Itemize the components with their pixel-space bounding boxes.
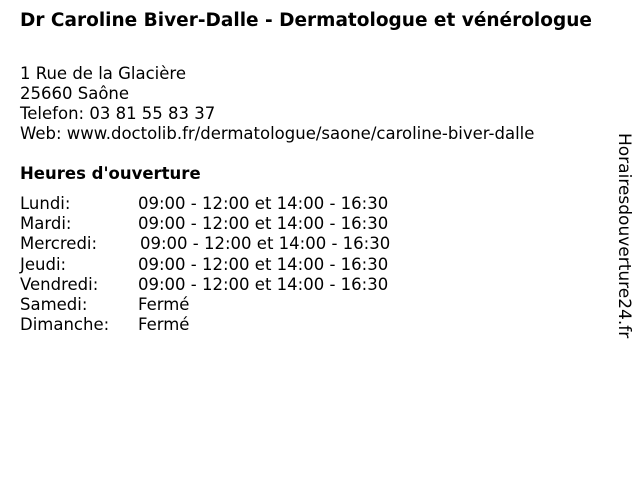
hours-value: Fermé <box>138 315 190 335</box>
hours-value: 09:00 - 12:00 et 14:00 - 16:30 <box>138 214 389 234</box>
page-title: Dr Caroline Biver-Dalle - Dermatologue et vénérologue <box>20 10 592 31</box>
day-label: Vendredi: <box>20 274 99 294</box>
hours-value: 09:00 - 12:00 et 14:00 - 16:30 <box>140 234 391 254</box>
day-label: Jeudi: <box>20 254 67 274</box>
day-label: Mardi: <box>20 214 72 234</box>
hours-value: 09:00 - 12:00 et 14:00 - 16:30 <box>138 194 389 213</box>
day-label: Mercredi: <box>20 234 98 254</box>
phone-number: Telefon: 03 81 55 83 37 <box>20 104 216 123</box>
hours-value: 09:00 - 12:00 et 14:00 - 16:30 <box>138 274 389 294</box>
day-label: Samedi: <box>20 294 88 314</box>
site-watermark: Horairesdouverture24.fr <box>614 133 634 339</box>
day-label: Dimanche: <box>20 315 110 335</box>
opening-hours-heading: Heures d'ouverture <box>20 164 201 183</box>
address-block <box>20 64 534 144</box>
website-url: Web: www.doctolib.fr/dermatologue/saone/caroline-biver-dalle <box>20 124 535 143</box>
street-address: 1 Rue de la Glacière <box>20 64 186 83</box>
hours-value: Fermé <box>138 294 190 314</box>
day-label: Lundi: <box>20 194 71 213</box>
city-postcode: 25660 Saône <box>20 84 130 103</box>
hours-value: 09:00 - 12:00 et 14:00 - 16:30 <box>138 254 389 274</box>
